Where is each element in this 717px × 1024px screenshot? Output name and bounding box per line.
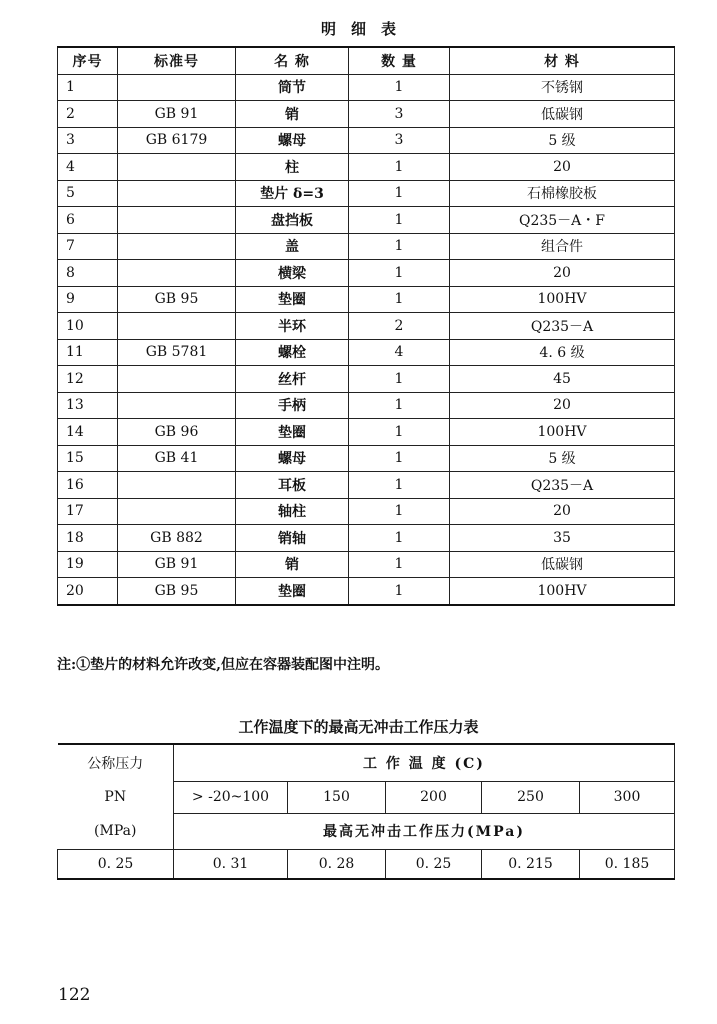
row-material-cell: 100HV	[450, 286, 675, 313]
row-quantity-cell: 1	[349, 578, 450, 605]
table-row	[58, 180, 675, 207]
row-seq-cell: 7	[58, 233, 118, 260]
header-material: 材 料	[450, 47, 675, 74]
row-quantity-cell: 1	[349, 419, 450, 446]
row-quantity-cell: 1	[349, 180, 450, 207]
row-name-cell: 筒节	[236, 74, 349, 101]
row-name-cell: 螺母	[236, 445, 349, 472]
row-quantity-cell: 1	[349, 392, 450, 419]
row-material-cell: 20	[450, 154, 675, 181]
row-material-cell: 100HV	[450, 419, 675, 446]
table-row	[58, 207, 675, 234]
row-seq-cell: 10	[58, 313, 118, 340]
row-seq-cell: 8	[58, 260, 118, 287]
row-material-cell: 35	[450, 525, 675, 552]
row-material-cell: 组合件	[450, 233, 675, 260]
row-material-cell: 45	[450, 366, 675, 393]
row-seq-cell: 20	[58, 578, 118, 605]
pressure-value-cell: 0. 185	[580, 849, 675, 879]
row-seq-cell: 9	[58, 286, 118, 313]
row-quantity-cell: 3	[349, 101, 450, 128]
row-quantity-cell: 1	[349, 498, 450, 525]
temp-cell: 150	[288, 781, 386, 813]
row-name-cell: 半环	[236, 313, 349, 340]
table-row	[58, 154, 675, 181]
row-standard-cell	[118, 154, 236, 181]
row-standard-cell	[118, 313, 236, 340]
row-standard-cell	[118, 180, 236, 207]
page-number: 122	[58, 985, 91, 1005]
row-seq-cell: 14	[58, 419, 118, 446]
row-material-cell: Q235－A	[450, 313, 675, 340]
row-material-cell: 不锈钢	[450, 74, 675, 101]
row-material-cell: 20	[450, 260, 675, 287]
pressure-value-cell: 0. 215	[482, 849, 580, 879]
row-material-cell: 4. 6 级	[450, 339, 675, 366]
table-row	[58, 74, 675, 101]
table-row	[58, 419, 675, 446]
row-standard-cell: GB 91	[118, 101, 236, 128]
row-seq-cell: 13	[58, 392, 118, 419]
row-quantity-cell: 1	[349, 233, 450, 260]
parts-table-title: 明 细 表	[320, 20, 396, 38]
row-name-cell: 螺母	[236, 127, 349, 154]
row-standard-cell	[118, 233, 236, 260]
row-seq-cell: 12	[58, 366, 118, 393]
row-standard-cell: GB 41	[118, 445, 236, 472]
row-material-cell: 5 级	[450, 127, 675, 154]
row-standard-cell	[118, 498, 236, 525]
row-material-cell: 100HV	[450, 578, 675, 605]
row-quantity-cell: 1	[349, 154, 450, 181]
row-standard-cell	[118, 74, 236, 101]
pressure-value-cell: 0. 25	[386, 849, 482, 879]
table-row	[58, 260, 675, 287]
row-standard-cell: GB 6179	[118, 127, 236, 154]
row-standard-cell: GB 5781	[118, 339, 236, 366]
temp-cell: 200	[386, 781, 482, 813]
table-row	[58, 578, 675, 605]
pressure-table	[57, 743, 675, 880]
row-name-cell: 垫片 δ=3	[236, 180, 349, 207]
temp-cell: 250	[482, 781, 580, 813]
row-seq-cell: 4	[58, 154, 118, 181]
row-material-cell: Q235－A	[450, 472, 675, 499]
pressure-value-cell: 0. 31	[174, 849, 288, 879]
table-row	[58, 392, 675, 419]
table-row	[58, 339, 675, 366]
row-quantity-cell: 1	[349, 74, 450, 101]
header-seq: 序号	[58, 47, 118, 74]
table-row	[58, 313, 675, 340]
row-seq-cell: 17	[58, 498, 118, 525]
row-name-cell: 手柄	[236, 392, 349, 419]
row-name-cell: 垫圈	[236, 419, 349, 446]
table-row	[58, 472, 675, 499]
row-material-cell: 20	[450, 498, 675, 525]
row-quantity-cell: 1	[349, 472, 450, 499]
row-seq-cell: 11	[58, 339, 118, 366]
row-seq-cell: 5	[58, 180, 118, 207]
row-material-cell: Q235－A・F	[450, 207, 675, 234]
temp-cell: > -20~100	[174, 781, 288, 813]
row-name-cell: 柱	[236, 154, 349, 181]
row-standard-cell: GB 96	[118, 419, 236, 446]
parts-list-table	[57, 46, 675, 606]
table-row	[58, 551, 675, 578]
header-quantity: 数 量	[349, 47, 450, 74]
pressure-value-cell: 0. 28	[288, 849, 386, 879]
row-standard-cell	[118, 472, 236, 499]
row-material-cell: 石棉橡胶板	[450, 180, 675, 207]
row-quantity-cell: 4	[349, 339, 450, 366]
parts-table-body	[58, 74, 675, 605]
row-name-cell: 垫圈	[236, 286, 349, 313]
row-quantity-cell: 1	[349, 366, 450, 393]
row-standard-cell	[118, 260, 236, 287]
parts-table-header-row	[58, 47, 675, 74]
row-seq-cell: 1	[58, 74, 118, 101]
row-name-cell: 耳板	[236, 472, 349, 499]
row-seq-cell: 2	[58, 101, 118, 128]
row-name-cell: 垫圈	[236, 578, 349, 605]
row-name-cell: 丝杆	[236, 366, 349, 393]
header-standard: 标准号	[118, 47, 236, 74]
row-name-cell: 盘挡板	[236, 207, 349, 234]
pressure-table-title: 工作温度下的最高无冲击工作压力表	[238, 718, 479, 736]
row-seq-cell: 3	[58, 127, 118, 154]
table-row	[58, 366, 675, 393]
row-standard-cell: GB 95	[118, 578, 236, 605]
row-quantity-cell: 1	[349, 445, 450, 472]
row-quantity-cell: 1	[349, 207, 450, 234]
pn-unit-cell: (MPa)	[58, 813, 174, 849]
row-seq-cell: 6	[58, 207, 118, 234]
row-quantity-cell: 1	[349, 551, 450, 578]
row-name-cell: 螺栓	[236, 339, 349, 366]
table-row	[58, 445, 675, 472]
row-material-cell: 20	[450, 392, 675, 419]
row-name-cell: 轴柱	[236, 498, 349, 525]
row-name-cell: 销	[236, 551, 349, 578]
row-quantity-cell: 2	[349, 313, 450, 340]
row-name-cell: 销	[236, 101, 349, 128]
temp-cell: 300	[580, 781, 675, 813]
table-row	[58, 286, 675, 313]
row-seq-cell: 15	[58, 445, 118, 472]
row-seq-cell: 19	[58, 551, 118, 578]
pn-value-cell: 0. 25	[58, 849, 174, 879]
table-row	[58, 101, 675, 128]
row-quantity-cell: 1	[349, 286, 450, 313]
row-standard-cell: GB 95	[118, 286, 236, 313]
row-material-cell: 低碳钢	[450, 101, 675, 128]
table-row	[58, 498, 675, 525]
row-seq-cell: 16	[58, 472, 118, 499]
table-row	[58, 525, 675, 552]
row-standard-cell: GB 882	[118, 525, 236, 552]
row-standard-cell	[118, 392, 236, 419]
row-standard-cell	[118, 366, 236, 393]
header-name: 名 称	[236, 47, 349, 74]
pn-symbol-cell: PN	[58, 781, 174, 813]
pn-label-cell: 公称压力	[58, 744, 174, 781]
row-standard-cell: GB 91	[118, 551, 236, 578]
temperature-header: 工 作 温 度 (C)	[174, 744, 675, 781]
row-name-cell: 销轴	[236, 525, 349, 552]
row-material-cell: 低碳钢	[450, 551, 675, 578]
row-standard-cell	[118, 207, 236, 234]
row-quantity-cell: 1	[349, 260, 450, 287]
row-quantity-cell: 3	[349, 127, 450, 154]
table-row	[58, 127, 675, 154]
pressure-header: 最高无冲击工作压力(MPa)	[174, 813, 675, 849]
row-quantity-cell: 1	[349, 525, 450, 552]
row-material-cell: 5 级	[450, 445, 675, 472]
row-name-cell: 盖	[236, 233, 349, 260]
table-row	[58, 233, 675, 260]
row-seq-cell: 18	[58, 525, 118, 552]
row-name-cell: 横梁	[236, 260, 349, 287]
table-note: 注:①垫片的材料允许改变,但应在容器装配图中注明。	[57, 657, 390, 673]
